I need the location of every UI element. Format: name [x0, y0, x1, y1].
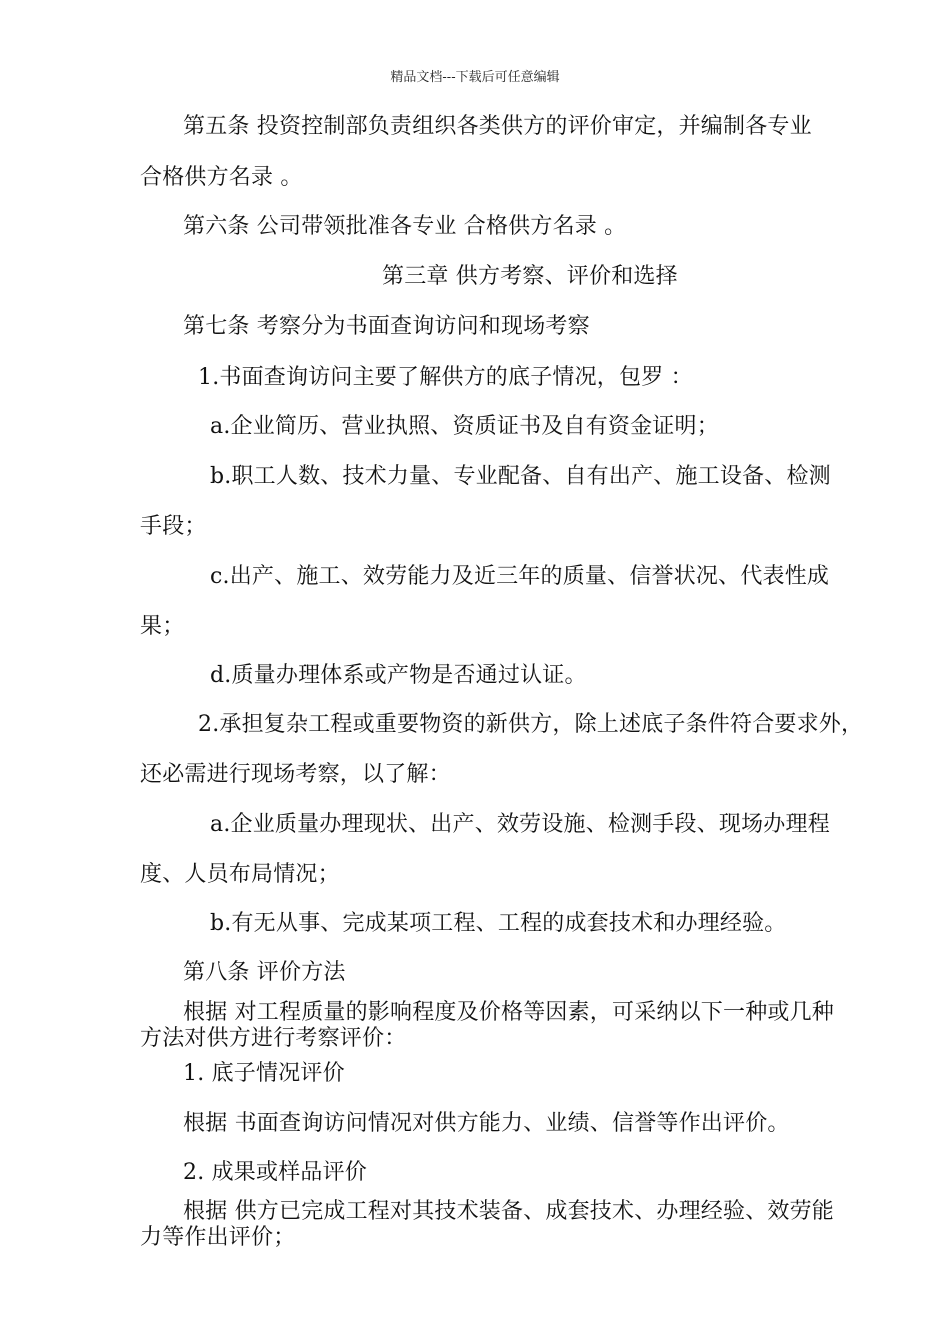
article-8-body-line-1: 根据 对工程质量的影响程度及价格等因素，可采纳以下一种或几种	[183, 1000, 834, 1025]
item-2a-line-2: 度、人员布局情况；	[140, 862, 340, 887]
method-1-heading: 1. 底子情况评价	[183, 1061, 345, 1086]
page-header: 精品文档---下载后可任意编辑	[390, 70, 560, 85]
item-2a-line-1: a.企业质量办理现状、出产、效劳设施、检测手段、现场办理程	[210, 812, 830, 837]
item-1d: d.质量办理体系或产物是否通过认证。	[210, 663, 587, 688]
method-1-body: 根据 书面查询访问情况对供方能力、业绩、信誉等作出评价。	[183, 1111, 790, 1136]
item-1a: a.企业简历、营业执照、资质证书及自有资金证明；	[210, 414, 719, 439]
chapter-3-heading: 第三章 供方考察、评价和选择	[382, 264, 678, 289]
article-8-body-line-2: 方法对供方进行考察评价：	[140, 1026, 407, 1051]
method-2-body-line-2: 力等作出评价；	[140, 1225, 296, 1250]
article-5-line-1: 第五条 投资控制部负责组织各类供方的评价审定，并编制各专业	[183, 114, 812, 139]
method-2-heading: 2. 成果或样品评价	[183, 1160, 367, 1185]
item-2-line-2: 还必需进行现场考察，以了解：	[140, 762, 451, 787]
item-2b: b.有无从事、完成某项工程、工程的成套技术和办理经验。	[210, 911, 787, 936]
item-1: 1.书面查询访问主要了解供方的底子情况，包罗 ：	[198, 365, 693, 390]
item-1c-line-2: 果；	[140, 614, 185, 639]
item-1b-line-1: b.职工人数、技术力量、专业配备、自有出产、施工设备、检测	[210, 464, 831, 489]
method-2-body-line-1: 根据 供方已完成工程对其技术装备、成套技术、办理经验、效劳能	[183, 1199, 834, 1224]
article-6: 第六条 公司带领批准各专业 合格供方名录 。	[183, 214, 627, 239]
item-2-line-1: 2.承担复杂工程或重要物资的新供方，除上述底子条件符合要求外，	[198, 712, 864, 737]
article-8: 第八条 评价方法	[183, 960, 346, 985]
item-1c-line-1: c.出产、施工、效劳能力及近三年的质量、信誉状况、代表性成	[210, 564, 830, 589]
article-7: 第七条 考察分为书面查询访问和现场考察	[183, 314, 590, 339]
item-1b-line-2: 手段；	[140, 514, 207, 539]
article-5-line-2: 合格供方名录 。	[140, 165, 303, 190]
